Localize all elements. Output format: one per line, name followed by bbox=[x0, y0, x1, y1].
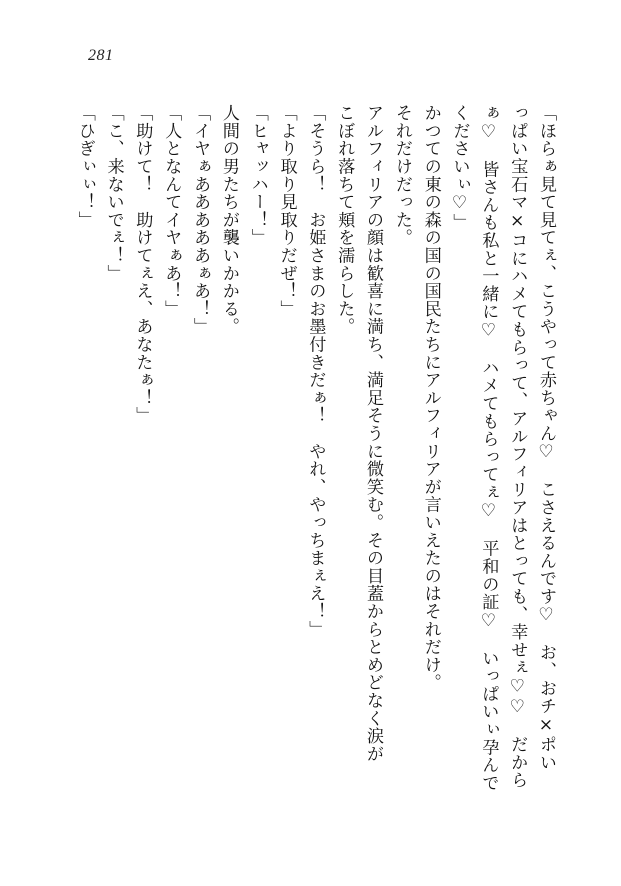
vertical-text-block bbox=[70, 104, 560, 819]
text-column: っぱい宝石マ×コにハメてもらって、アルフィリアはとっても、幸せぇ♡♡ だから bbox=[507, 104, 528, 789]
text-column: 「人となんてイヤぁあ！」 bbox=[161, 104, 182, 318]
text-column: アルフィリアの顔は歓喜に満ち、満足そうに微笑む。その目蓋からとめどなく涙が bbox=[363, 104, 384, 763]
text-column: 「こ、来ないでぇ！」 bbox=[103, 104, 124, 282]
text-column: 人間の男たちが襲いかかる。 bbox=[218, 104, 239, 336]
text-column: 「そうら！ お姫さまのお墨付きだぁ！ やれ、やっちまぇえ！」 bbox=[305, 104, 326, 638]
text-column: 「ヒャッハー！」 bbox=[247, 104, 268, 247]
text-column: それだけだった。 bbox=[391, 104, 412, 247]
text-column: 「イヤぁあああああぁあ！」 bbox=[190, 104, 211, 336]
page-number: 281 bbox=[88, 47, 114, 64]
text-column: 「ほらぁ見て見てぇ、こうやって赤ちゃん♡ こさえるんです♡ お、おチ×ポい bbox=[536, 104, 556, 771]
text-column: くださいぃ♡」 bbox=[449, 104, 470, 232]
text-column: こぼれ落ちて頬を濡らした。 bbox=[334, 104, 355, 336]
text-column: かつての東の森の国の国民たちにアルフィリアが言いえたのはそれだけ。 bbox=[420, 104, 441, 692]
text-column: 「より取り見取りだぜ！」 bbox=[276, 104, 297, 318]
text-column: ぁ♡ 皆さんも私と一緒に♡ ハメてもらってぇ♡ 平和の証♡ いっぱいぃ孕んで bbox=[478, 104, 499, 792]
text-column: 「ひぎぃぃ！」 bbox=[74, 104, 95, 229]
text-column: 「助けて！ 助けてぇえ、あなたぁ！」 bbox=[132, 104, 153, 425]
